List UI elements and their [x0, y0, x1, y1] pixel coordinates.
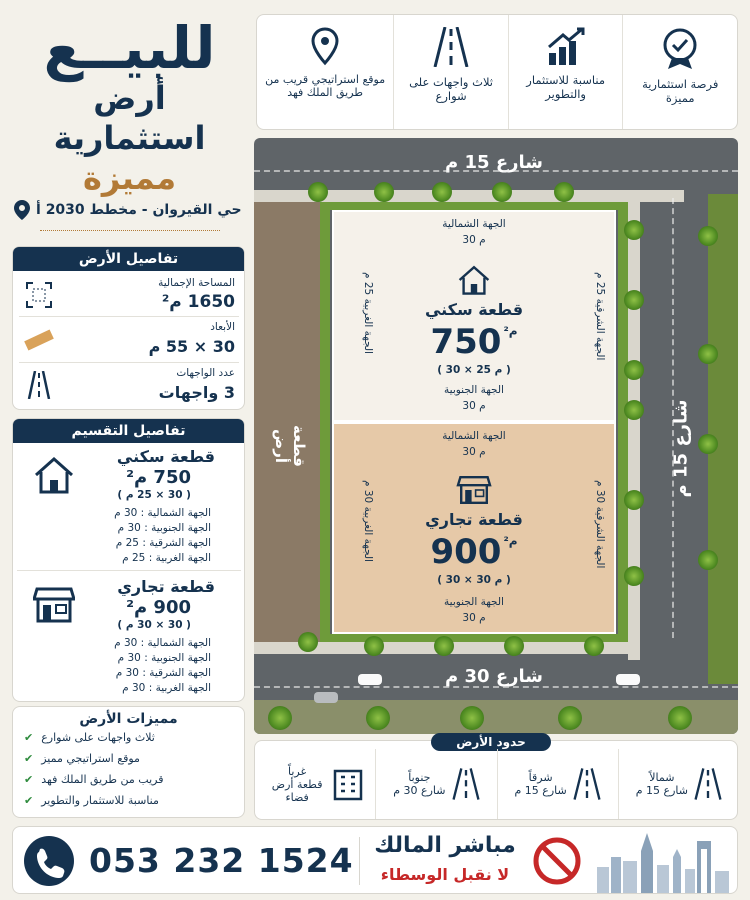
- tree: [698, 344, 718, 364]
- features-bar: [256, 14, 738, 130]
- tree: [268, 706, 292, 730]
- residential-plot: [332, 210, 616, 422]
- feature-item: [622, 15, 737, 129]
- land-details-card: [12, 246, 245, 410]
- commercial-dims: ( 30 × 30 م ): [117, 619, 191, 631]
- map-sidewalk: [628, 190, 640, 660]
- lane-marking: [254, 170, 738, 172]
- commercial-north: الجهة الشمالية: [442, 430, 506, 442]
- commercial-map-title: قطعة تجاري: [425, 510, 523, 529]
- tree: [624, 566, 644, 586]
- facades-value: 3 واجهات: [158, 383, 235, 402]
- title-block: [12, 14, 247, 198]
- tree: [668, 706, 692, 730]
- commercial-row: الجهة الجنوبية : 30 م: [117, 652, 211, 664]
- tree: [554, 182, 574, 202]
- residential-map-area: 750: [430, 322, 502, 362]
- ruler-icon: [23, 327, 55, 353]
- tree: [492, 182, 512, 202]
- title-line1: للبيــع: [43, 14, 216, 82]
- dims-row: [19, 319, 239, 363]
- residential-area: 750 م²: [126, 467, 191, 488]
- residential-west: الجهة الغربية 25 م: [362, 272, 374, 354]
- phone-icon: [23, 835, 75, 887]
- house-icon: [33, 455, 75, 495]
- location-text: حي القيروان - مخطط 2030 أ: [36, 202, 242, 218]
- divider: [40, 230, 220, 231]
- residential-south: الجهة الجنوبية: [444, 384, 504, 396]
- commercial-map-area: 900: [430, 532, 502, 572]
- site-map: [254, 138, 738, 734]
- road-icon: [573, 767, 601, 801]
- commercial-row: الجهة الغربية : 30 م: [122, 682, 211, 694]
- car: [314, 692, 338, 703]
- commercial-row: الجهة الشرقية : 30 م: [115, 667, 211, 679]
- tree: [504, 636, 524, 656]
- commercial-north-len: 30 م: [462, 446, 486, 458]
- dims-value: 30 × 55 م: [148, 337, 235, 356]
- house-icon: [456, 264, 492, 296]
- phone-number[interactable]: 053 232 1524: [89, 841, 354, 880]
- title-line2: أرض استثمارية: [53, 79, 206, 157]
- border-dir: شرقاً: [528, 771, 553, 784]
- building-icon: [333, 767, 363, 801]
- feature-text: فرصة استثمارية مميزة: [642, 77, 719, 105]
- advantages-header: مميزات الأرض: [79, 711, 178, 727]
- street-right-label: شارع 15 م: [670, 399, 692, 498]
- residential-north-len: 30 م: [462, 234, 486, 246]
- commercial-east: الجهة الشرقية 30 م: [594, 480, 606, 569]
- feature-text: ثلاث واجهات على شوارع: [409, 75, 494, 103]
- map-hedge: [320, 202, 330, 642]
- commercial-row: الجهة الشمالية : 30 م: [114, 637, 211, 649]
- commercial-area: 900 م²: [126, 597, 191, 618]
- lane-marking: [672, 198, 674, 638]
- check-icon: ✔: [24, 752, 34, 765]
- map-hedge: [320, 202, 628, 210]
- feature-item: [257, 15, 393, 129]
- residential-north: الجهة الشمالية: [442, 218, 506, 230]
- residential-row: الجهة الغربية : 25 م: [122, 552, 211, 564]
- tree: [584, 636, 604, 656]
- area-label: المساحة الإجمالية: [158, 277, 235, 289]
- residential-map-dims: ( 30 × 25 م ): [437, 364, 511, 376]
- residential-map-area-row: [334, 324, 614, 360]
- footer-bar: [12, 826, 738, 894]
- tree: [366, 706, 390, 730]
- commercial-map-unit: م²: [503, 534, 518, 548]
- borders-row: [255, 749, 739, 819]
- feature-item: [508, 15, 623, 129]
- divider: [359, 837, 360, 885]
- facades-row: [19, 365, 239, 407]
- no-entry-icon: [533, 837, 581, 885]
- advantage-item: ✔ مناسبة للاستثمار والتطوير: [24, 794, 159, 807]
- borders-header: حدود الأرض: [431, 733, 551, 751]
- border-value: شارع 30 م: [393, 784, 446, 797]
- commercial-map-dims: ( 30 × 30 م ): [437, 574, 511, 586]
- border-item: [497, 749, 618, 819]
- tree: [698, 550, 718, 570]
- tree: [434, 636, 454, 656]
- border-value: قطعة أرض فضاء: [271, 777, 323, 804]
- residential-row: الجهة الجنوبية : 30 م: [117, 522, 211, 534]
- residential-map-title: قطعة سكني: [424, 300, 524, 319]
- tree: [298, 632, 318, 652]
- tree: [432, 182, 452, 202]
- left-plot-label: قطعة أرض: [272, 425, 308, 467]
- division-header: تفاصيل التقسيم: [13, 419, 244, 443]
- street-bottom-label: شارع 30 م: [445, 666, 543, 687]
- residential-east: الجهة الشرقية 25 م: [594, 272, 606, 361]
- border-value: شارع 15 م: [514, 784, 567, 797]
- tree: [624, 400, 644, 420]
- no-brokers-label: لا نقبل الوسطاء: [380, 865, 510, 884]
- skyline-icon: [593, 831, 733, 893]
- advantage-item: ✔ قريب من طريق الملك فهد: [24, 773, 164, 786]
- tree: [698, 434, 718, 454]
- residential-dims: ( 30 × 25 م ): [117, 489, 191, 501]
- location-pin-icon: [14, 200, 30, 220]
- commercial-plot: [332, 422, 616, 634]
- feature-text: موقع استراتيجي قريب من طريق الملك فهد: [265, 73, 386, 99]
- tree: [308, 182, 328, 202]
- commercial-south: الجهة الجنوبية: [444, 596, 504, 608]
- advantage-item: ✔ موقع استراتيجي مميز: [24, 752, 140, 765]
- feature-text: مناسبة للاستثمار والتطوير: [526, 73, 605, 101]
- location-pin-icon: [310, 27, 340, 67]
- residential-row: الجهة الشمالية : 30 م: [114, 507, 211, 519]
- commercial-map-area-row: [334, 534, 614, 570]
- residential-section: [17, 447, 241, 571]
- car: [616, 674, 640, 685]
- dims-label: الأبعاد: [210, 321, 235, 333]
- commercial-title: قطعة تجاري: [117, 577, 215, 596]
- shop-icon: [456, 474, 492, 506]
- commercial-section: [17, 575, 241, 699]
- commercial-west: الجهة الغربية 30 م: [362, 480, 374, 562]
- title-line3: مميزة: [82, 159, 177, 197]
- badge-check-icon: [660, 27, 700, 71]
- tree: [624, 220, 644, 240]
- division-card: [12, 418, 245, 702]
- street-top-label: شارع 15 م: [445, 152, 543, 173]
- advantages-card: [12, 706, 245, 818]
- border-dir: جنوباً: [408, 771, 431, 784]
- border-dir: غرباً: [288, 764, 307, 778]
- lane-marking: [254, 686, 738, 688]
- check-icon: ✔: [24, 773, 34, 786]
- location-line: [14, 200, 244, 220]
- land-details-header: تفاصيل الأرض: [13, 247, 244, 271]
- road-icon: [694, 767, 722, 801]
- check-icon: ✔: [24, 731, 34, 744]
- tree: [558, 706, 582, 730]
- residential-title: قطعة سكني: [116, 447, 215, 466]
- residential-map-unit: م²: [503, 324, 518, 338]
- border-dir: شمالاً: [649, 771, 675, 784]
- owner-label: مباشر المالك: [374, 833, 516, 858]
- car: [358, 674, 382, 685]
- area-value: 1650 م²: [161, 292, 235, 312]
- advantage-item: ✔ ثلاث واجهات على شوارع: [24, 731, 155, 744]
- road-icon: [27, 371, 51, 399]
- residential-south-len: 30 م: [462, 400, 486, 412]
- residential-row: الجهة الشرقية : 25 م: [115, 537, 211, 549]
- tree: [374, 182, 394, 202]
- road-icon: [452, 767, 480, 801]
- tree: [460, 706, 484, 730]
- tree: [624, 290, 644, 310]
- tree: [698, 226, 718, 246]
- feature-item: [393, 15, 508, 129]
- shop-icon: [33, 585, 75, 625]
- road-icon: [433, 27, 469, 67]
- tree: [624, 490, 644, 510]
- growth-chart-icon: [545, 27, 587, 67]
- tree: [624, 360, 644, 380]
- area-icon: [25, 281, 53, 309]
- facades-label: عدد الواجهات: [176, 367, 235, 379]
- tree: [364, 636, 384, 656]
- border-item: [255, 749, 375, 819]
- check-icon: ✔: [24, 794, 34, 807]
- border-item: [618, 749, 739, 819]
- commercial-south-len: 30 م: [462, 612, 486, 624]
- borders-card: [254, 735, 738, 820]
- border-item: [375, 749, 496, 819]
- area-row: [19, 275, 239, 317]
- border-value: شارع 15 م: [635, 784, 688, 797]
- map-sidewalk: [254, 700, 738, 734]
